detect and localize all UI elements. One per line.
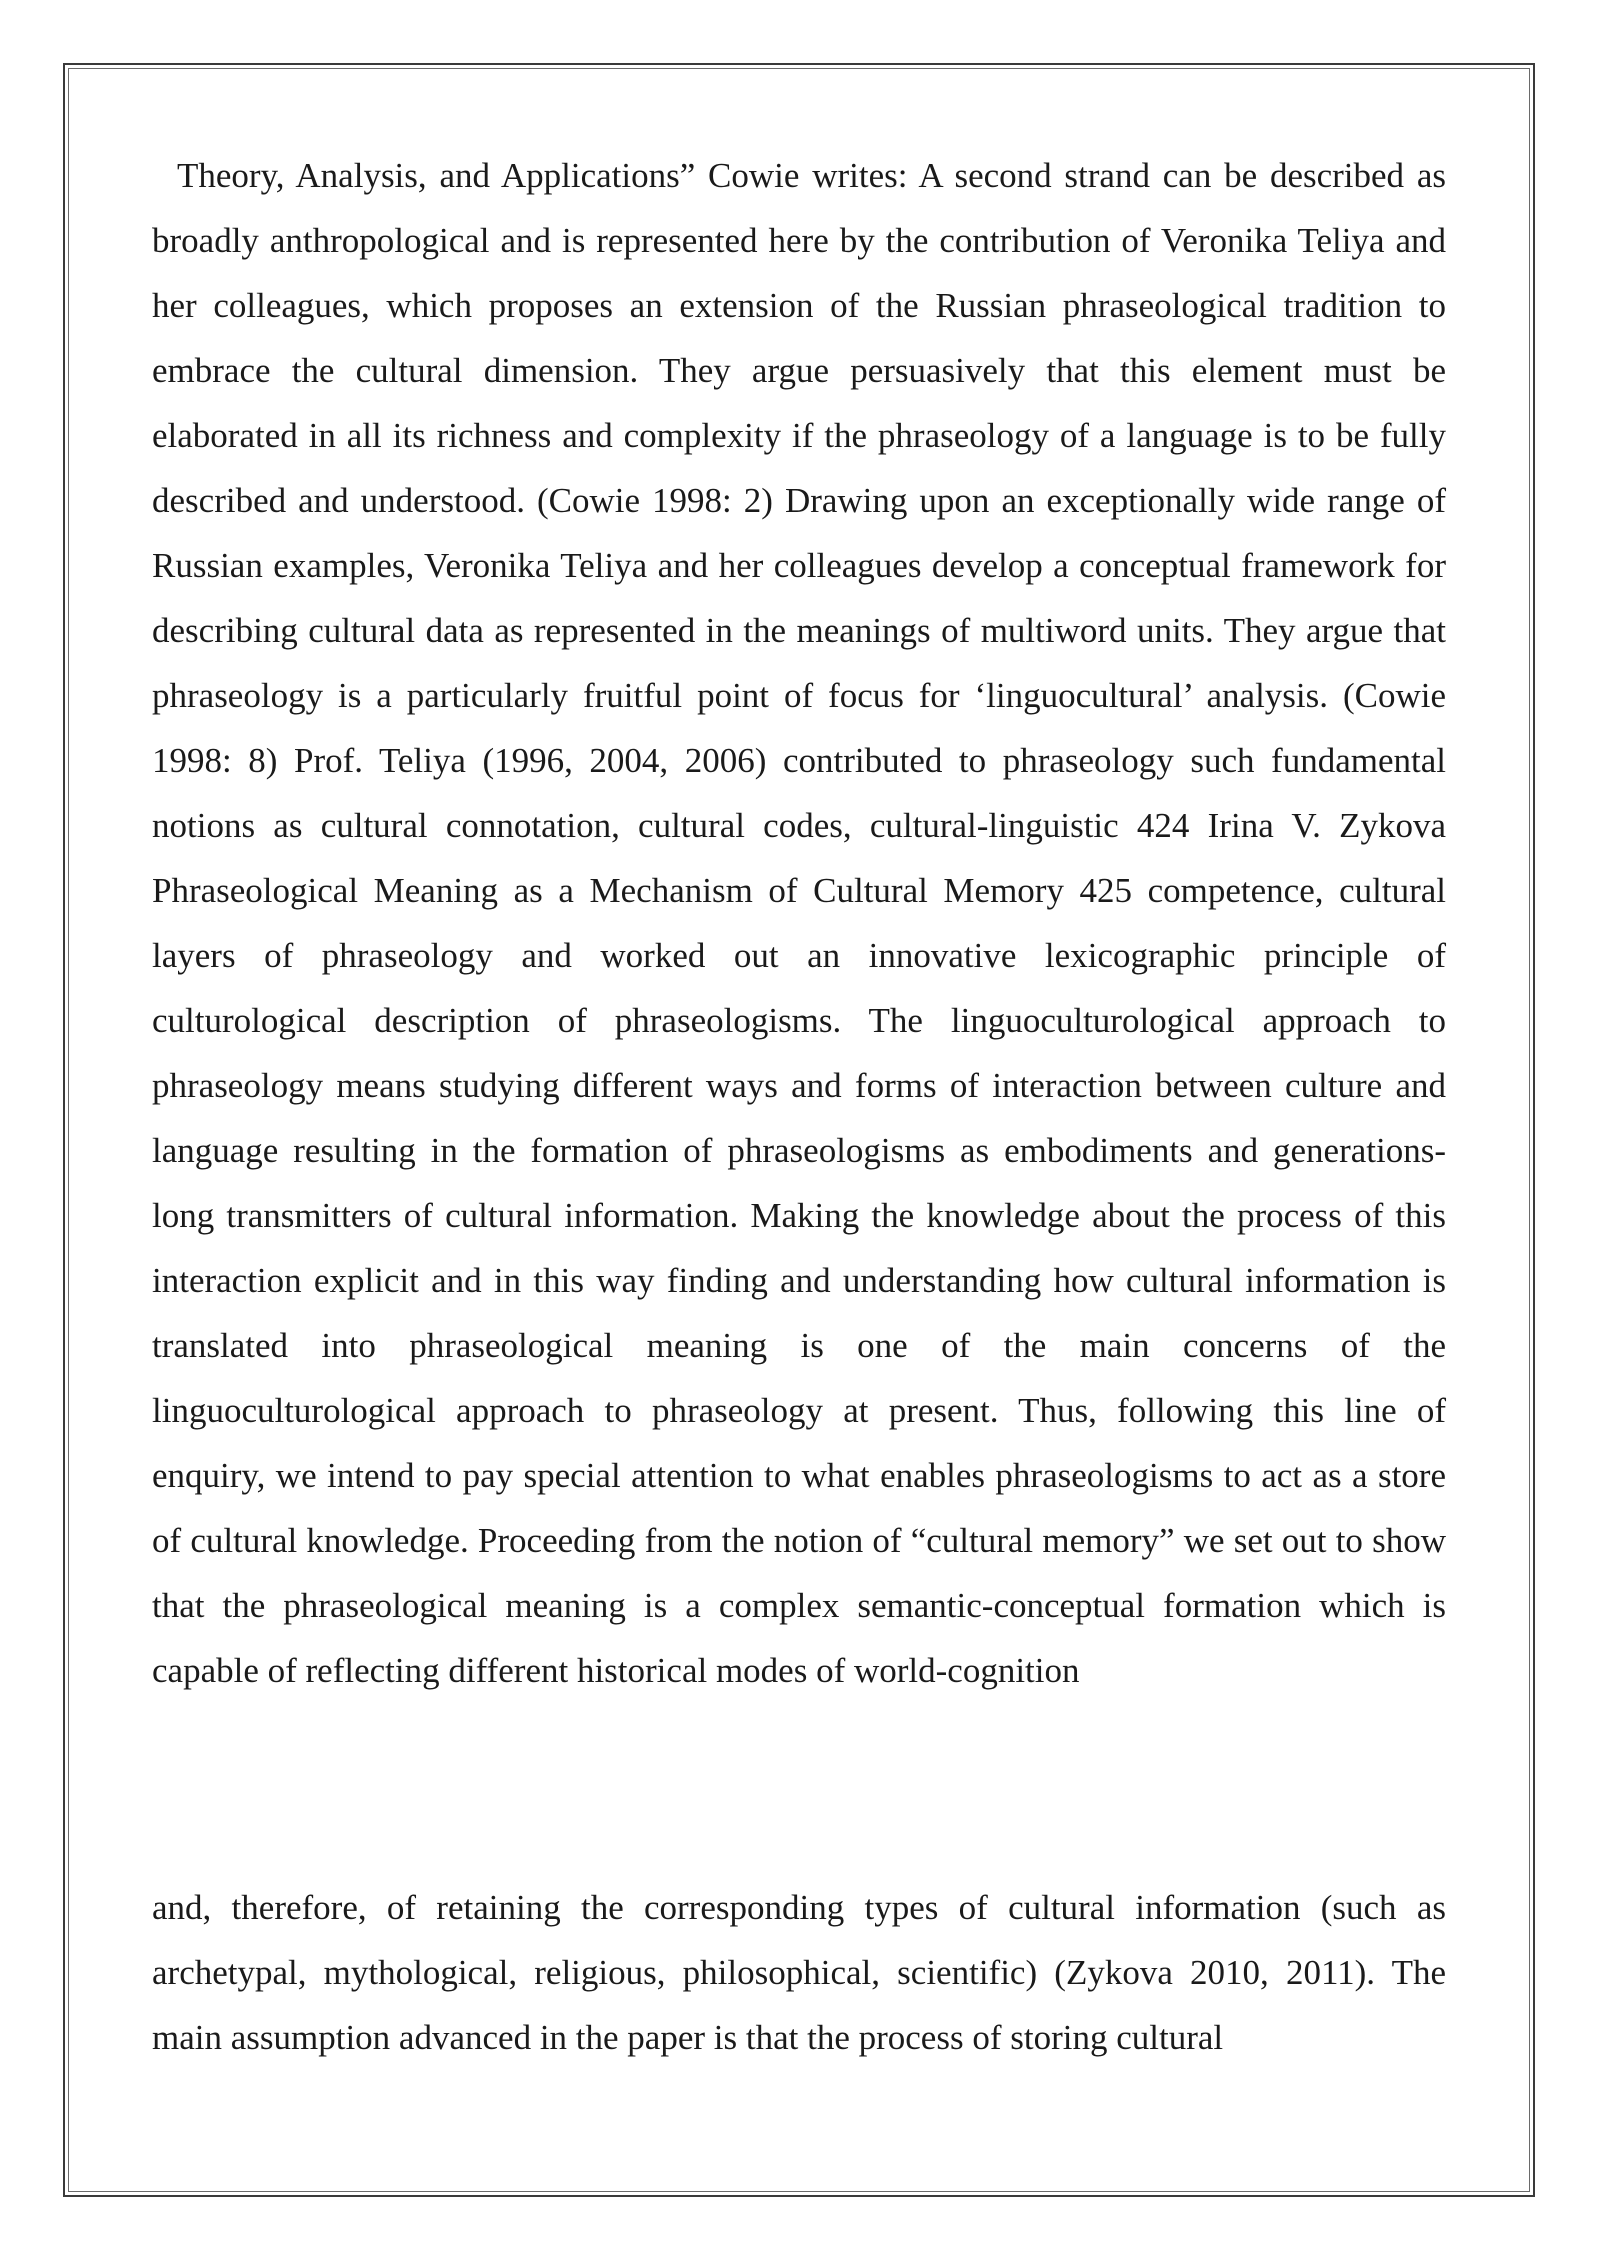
body-paragraph-1: Theory, Analysis, and Applications” Cowie writes: A second strand can be described as broadly anthropological and is represented here by the contribution of Veronika Teliya and her colleagues, which proposes an extension of the Russian phraseological tradition to embrace the cultural dimension. They argue persuasively that this element must be elaborated in all its richness and complexity if the phraseology of a language is to be fully described and understood. (Cowie 1998: 2) Drawing upon an exceptionally wide range of Russian examples, Veronika Teliya and her colleagues develop a conceptual framework for describing cultural data as represented in the meanings of multiword units. They argue that phraseology is a particularly fruitful point of focus for ‘linguocultural’ analysis. (Cowie 1998: 8) Prof. Teliya (1996, 2004, 2006) contributed to phraseology such fundamental notions as cultural connotation, cultural codes, cultural-linguistic 424 Irina V. Zykova Phraseological Meaning as a Mechanism of Cultural Memory 425 competence, cultural layers of phraseology and worked out an innovative lexicographic principle of culturological description of phraseologisms. The linguoculturological approach to phraseology means studying different ways and forms of interaction between culture and language resulting in the formation of phraseologisms as embodiments and generations-long transmitters of cultural information. Making the knowledge about the process of this interaction explicit and in this way finding and understanding how cultural information is translated into phraseological meaning is one of the main concerns of the linguoculturological approach to phraseology at present. Thus, following this line of enquiry, we intend to pay special attention to what enables phraseologisms to act as a store of cultural knowledge. Proceeding from the notion of “cultural memory” we set out to show that the phraseological meaning is a complex semantic-conceptual formation which is capable of reflecting different historical modes of world-cognition xyxy=(152,156,1446,1690)
body-paragraph-2: and, therefore, of retaining the corresponding types of cultural information (such as archetypal, mythological, religious, philosophical, scientific) (Zykova 2010, 2011). The main assumption advanced in the paper is that the process of storing cultural xyxy=(152,1888,1446,2057)
